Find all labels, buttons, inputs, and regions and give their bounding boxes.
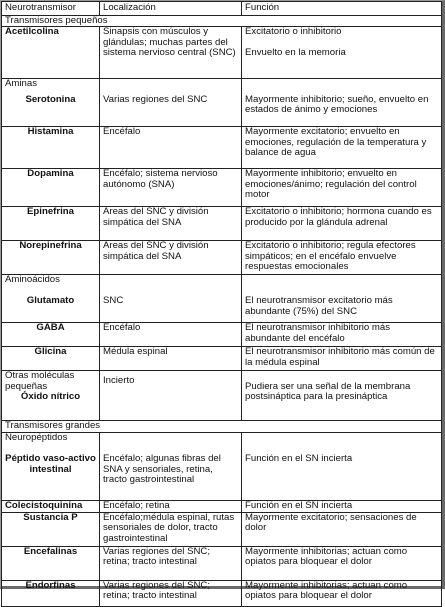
- table-row: [2, 127, 442, 169]
- location-peptido-text: Encéfalo; algunas fibras del SNA y sensoriales, retina, tracto gastrointestinal: [103, 452, 221, 486]
- section-aminoacidos: Aminoácidos: [5, 274, 60, 286]
- function-dopamina: Mayormente inhibitorio; envuelto en emociones/ánimo; regulación del control motor: [242, 169, 442, 207]
- location-sustancia-p: Encéfalo;médula espinal, rutas sensoriales de dolor, tracto gastrointestinal: [100, 512, 242, 546]
- neurotransmitter-table: [1, 1, 442, 607]
- location-colecistoquinina: Encéfalo; retina: [100, 500, 242, 512]
- location-peptido: [100, 432, 242, 500]
- function-oxido-text: Pudiera ser una señal de la membrana postsináptica para la presináptica: [245, 380, 411, 403]
- name-oxido-nitrico: Óxido nítrico: [20, 391, 81, 403]
- location-acetilcolina: Sinapsis con músculos y glándulas; muchas partes del sistema nervioso central (SNC): [100, 27, 242, 79]
- section-transmisores-grandes: Transmisores grandes: [2, 421, 442, 433]
- function-histamina: Mayormente excitatorio; envuelto en emociones, regulación de la temperatura y balance de agua: [242, 127, 442, 169]
- function-glutamato: [242, 275, 442, 323]
- table-row: [2, 169, 442, 207]
- table-row: [2, 275, 442, 323]
- table-row: [2, 546, 442, 580]
- header-neurotransmisor: Neurotransmisor: [2, 2, 100, 16]
- location-serotonina: [100, 79, 242, 127]
- section-otras-moleculas: Otras moléculas pequeñas: [5, 370, 75, 392]
- name-serotonina-cell: [2, 79, 100, 127]
- table-row: [2, 79, 442, 127]
- location-dopamina: Encéfalo; sistema nervioso autónomo (SNA): [100, 169, 242, 207]
- function-peptido-text: Función en el SN incierta: [245, 452, 353, 464]
- name-colecistoquinina: Colecistoquinina: [2, 500, 100, 512]
- table-row: [2, 241, 442, 275]
- name-dopamina: Dopamina: [2, 169, 100, 207]
- section-transmisores-pequenos: Transmisores pequeños: [2, 15, 442, 27]
- table-row: [2, 432, 442, 500]
- function-epinefrina: Excitatorio o inhibitorio; hormona cuando es producido por la glándula adrenal: [242, 207, 442, 241]
- function-acetilcolina-2: Envuelto en la memoria: [245, 47, 346, 59]
- name-serotonina: Serotonina: [25, 93, 76, 105]
- name-acetilcolina: Acetilcolina: [2, 27, 100, 79]
- table-row: [2, 500, 442, 512]
- name-endorfinas: Endorfinas: [2, 580, 100, 606]
- function-peptido: [242, 432, 442, 500]
- location-glutamato-text: SNC: [103, 295, 124, 307]
- section-aminas: Aminas: [5, 78, 37, 90]
- location-endorfinas: Varias regiones del SNC; retina; tracto intestinal: [100, 580, 242, 606]
- section-row: [2, 421, 442, 433]
- name-peptido-vasoactivo: Péptido vaso-activo intestinal: [5, 452, 96, 475]
- location-histamina: Encéfalo: [100, 127, 242, 169]
- location-norepinefrina: Areas del SNC y división simpática del SNA: [100, 241, 242, 275]
- function-acetilcolina: [242, 27, 442, 79]
- function-serotonina-text: Mayormente inhibitorio; sueño, envuelto en estados de ánimo y emociones: [245, 93, 429, 116]
- name-oxido-cell: [2, 371, 100, 421]
- name-histamina: Histamina: [2, 127, 100, 169]
- table-row: [2, 580, 442, 606]
- name-glutamato: Glutamato: [26, 295, 75, 307]
- table-row: [2, 207, 442, 241]
- location-encefalinas: Varias regiones del SNC; retina; tracto intestinal: [100, 546, 242, 580]
- function-oxido: [242, 371, 442, 421]
- section-row: [2, 15, 442, 27]
- function-serotonina: [242, 79, 442, 127]
- header-localizacion: Localización: [100, 2, 242, 16]
- section-neuropeptidos: Neuropéptidos: [5, 431, 68, 443]
- function-glicina: El neurotransmisor inhibitorio más común de la médula espinal: [242, 347, 442, 371]
- name-peptido-cell: [2, 432, 100, 500]
- name-epinefrina: Epinefrina: [2, 207, 100, 241]
- function-encefalinas: Mayormente inhibitorias; actuan como opiatos para bloquear el dolor: [242, 546, 442, 580]
- location-oxido: [100, 371, 242, 421]
- function-endorfinas: Mayormente inhibitorias; actuan como opiatos para bloquear el dolor: [242, 580, 442, 606]
- function-glutamato-text: El neurotransmisor excitatorio más abundante (75%) del SNC: [245, 295, 393, 317]
- function-sustancia-p: Mayormente excitatorio; sensaciones de dolor: [242, 512, 442, 546]
- name-encefalinas: Encefalinas: [2, 546, 100, 580]
- name-gaba: GABA: [2, 323, 100, 347]
- function-gaba: El neurotransmisor inhibitorio más abundante del encéfalo: [242, 323, 442, 347]
- table-row: [2, 371, 442, 421]
- name-sustancia-p: Sustancia P: [2, 512, 100, 546]
- location-oxido-text: Incierto: [103, 375, 135, 387]
- table-row: [2, 512, 442, 546]
- function-colecistoquinina: Función en el SN incierta: [242, 500, 442, 512]
- location-epinefrina: Areas del SNC y división simpática del SNA: [100, 207, 242, 241]
- location-glutamato: [100, 275, 242, 323]
- table-row: [2, 323, 442, 347]
- function-norepinefrina: Excitatorio o inhibitorio; regula efectores simpáticos; en el encéfalo envuelve respuestas emocionales: [242, 241, 442, 275]
- name-glutamato-cell: [2, 275, 100, 323]
- name-norepinefrina: Norepinefrina: [2, 241, 100, 275]
- header-funcion: Función: [242, 2, 442, 16]
- location-gaba: Encéfalo: [100, 323, 242, 347]
- location-glicina: Médula espinal: [100, 347, 242, 371]
- table-row: [2, 27, 442, 79]
- name-glicina: Glicina: [2, 347, 100, 371]
- location-serotonina-text: Varias regiones del SNC: [103, 93, 208, 105]
- table-row: [2, 347, 442, 371]
- header-row: [2, 2, 442, 16]
- function-acetilcolina-1: Excitatorio o inhibitorio: [245, 26, 342, 38]
